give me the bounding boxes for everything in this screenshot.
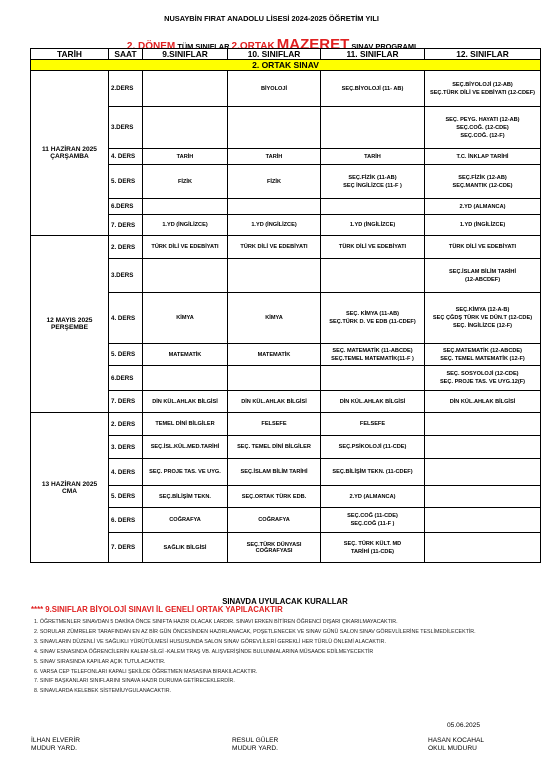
subject-line: SEÇ İNGİLİZCE (11-F ): [343, 182, 402, 189]
col-header-grade-9: 9.SINIFLAR: [143, 49, 228, 60]
ortak-label: 2.ORTAK: [231, 41, 275, 52]
subject-cell-grade-10: SEÇ.İSLAM BİLİM TARİHİ: [228, 459, 321, 486]
rule-item: 6. VARSA CEP TELEFONLARI KAPALI ŞEKİLDE ÖĞRETMEN MASASINA BIRAKILACAKTIR.: [34, 668, 258, 675]
subject-cell-grade-11: [321, 199, 425, 215]
col-header-grade-11: 11. SINIFLAR: [321, 49, 425, 60]
subject-line: SEÇ.COĞ. (12-CDE): [456, 124, 509, 131]
subject-cell-grade-12: [425, 366, 541, 391]
subject-line: SEÇ.TEMEL MATEMATİK(11-F ): [331, 355, 414, 362]
subject-cell-grade-10: SEÇ.TÜRK DÜNYASI COĞRAFYASI: [228, 533, 321, 563]
signatory-role: MUDUR YARD.: [232, 745, 278, 752]
subject-line: TARİHİ (11-CDE): [350, 548, 395, 555]
subject-cell-grade-10: TARİH: [228, 149, 321, 165]
subject-line: SEÇ. TÜRK KÜLT. MD: [343, 540, 402, 547]
rule-item: 5. SINAV SIRASINDA KAPILAR AÇIK TUTULACAKTIR.: [34, 658, 166, 665]
term-label: 2. DÖNEM: [126, 41, 176, 52]
subject-cell-grade-12: [425, 165, 541, 199]
subject-cell-grade-10: [228, 199, 321, 215]
schedule-row: [31, 413, 541, 436]
period-cell: 7. DERS: [109, 533, 143, 563]
subject-line: SEÇ ÇĞDŞ TÜRK VE DÜN.T (12-CDE): [432, 315, 533, 321]
subject-cell-grade-12: [425, 459, 541, 486]
col-header-time: SAAT: [109, 49, 143, 60]
subject-cell-grade-9: SEÇ. PROJE TAS. VE UYG.: [143, 459, 228, 486]
subject-cell-grade-12: [425, 71, 541, 107]
subject-cell-grade-12: [425, 533, 541, 563]
signatory-name: HASAN KOCAHAL: [428, 737, 485, 744]
subject-cell-grade-11: [321, 533, 425, 563]
subject-line: SEÇ.MATEMATİK (12-ABCDE): [442, 347, 523, 354]
subject-line: SEÇ.TÜRK DİLİ VE EDBİYATI (12-CDEF): [429, 89, 536, 96]
subject-cell-grade-9: FİZİK: [143, 165, 228, 199]
subject-cell-grade-12: [425, 344, 541, 366]
subject-cell-grade-10: [228, 107, 321, 149]
signature-block-1: [31, 737, 80, 753]
subject-line: SEÇ. MATEMATİK (11-ABCDE): [332, 347, 413, 354]
signature-block-2: [232, 737, 278, 753]
period-cell: 7. DERS: [109, 215, 143, 236]
period-cell: 6.DERS: [109, 199, 143, 215]
subject-cell-grade-11: TARİH: [321, 149, 425, 165]
period-cell: 3.DERS: [109, 107, 143, 149]
subject-line: (12-ABCDEF): [464, 276, 501, 283]
signatory-name: RESUL GÜLER: [232, 737, 279, 744]
subject-cell-grade-9: KİMYA: [143, 293, 228, 344]
subject-cell-grade-9: COĞRAFYA: [143, 508, 228, 533]
col-header-grade-12: 12. SINIFLAR: [425, 49, 541, 60]
subject-cell-grade-9: MATEMATİK: [143, 344, 228, 366]
subject-cell-grade-11: TÜRK DİLİ VE EDEBİYATI: [321, 236, 425, 259]
subject-cell-grade-10: SEÇ. TEMEL DİNİ BİLGİLER: [228, 436, 321, 459]
subject-cell-grade-10: [228, 366, 321, 391]
subject-cell-grade-9: TEMEL DİNİ BİLGİLER: [143, 413, 228, 436]
period-cell: 3. DERS: [109, 436, 143, 459]
program-label: SINAV PROGRAMI: [351, 42, 417, 51]
date-line: 12 MAYIS 2025: [46, 317, 93, 324]
subject-cell-grade-11: 2.YD (ALMANCA): [321, 486, 425, 508]
subject-cell-grade-12: T.C. İNKLAP TARİHİ: [425, 149, 541, 165]
subject-cell-grade-12: [425, 436, 541, 459]
period-cell: 5. DERS: [109, 344, 143, 366]
rule-item: 4. SINAV ESNASINDA ÖĞRENCİLERİN KALEM-SİLGİ -KALEM TRAŞ VB. ALIŞVERİŞİNDE BULUNMALARINA MÜSAADE EDİLMEYECEKTİR: [34, 648, 374, 655]
subject-cell-grade-12: [425, 107, 541, 149]
subject-cell-grade-11: [321, 508, 425, 533]
col-header-date: TARİH: [31, 49, 109, 60]
subject-cell-grade-12: [425, 508, 541, 533]
subject-cell-grade-9: [143, 366, 228, 391]
period-cell: 4. DERS: [109, 149, 143, 165]
subject-cell-grade-9: [143, 71, 228, 107]
subject-cell-grade-9: TÜRK DİLİ VE EDEBİYATI: [143, 236, 228, 259]
period-cell: 4. DERS: [109, 459, 143, 486]
subject-line: SEÇ.KİMYA (12-A-B): [455, 307, 510, 313]
subject-cell-grade-11: 1.YD (İNGİLİZCE): [321, 215, 425, 236]
subject-cell-grade-9: [143, 259, 228, 293]
subject-line: SEÇ. TEMEL MATEMATİK (12-F): [440, 355, 525, 362]
subject-cell-grade-10: [228, 259, 321, 293]
subject-cell-grade-9: TARİH: [143, 149, 228, 165]
subject-line: SEÇ.MANTIK (12-CDE): [452, 182, 513, 189]
period-cell: 2. DERS: [109, 413, 143, 436]
subject-cell-grade-9: [143, 199, 228, 215]
subject-cell-grade-12: DİN KÜL.AHLAK BİLGİSİ: [425, 391, 541, 413]
subject-cell-grade-10: DİN KÜL.AHLAK BİLGİSİ: [228, 391, 321, 413]
period-cell: 6. DERS: [109, 508, 143, 533]
subject-line: SEÇ. KİMYA (11-AB): [345, 311, 400, 317]
date-line: CMA: [61, 487, 78, 495]
subject-cell-grade-11: SEÇ.BİLİŞİM TEKN. (11-CDEF): [321, 459, 425, 486]
column-header-row: [31, 49, 541, 60]
subject-cell-grade-9: DİN KÜL.AHLAK BİLGİSİ: [143, 391, 228, 413]
subject-line: SEÇ. PROJE TAS. VE UYG.12(F): [439, 379, 526, 385]
subject-line: SEÇ.COĞ (11-F ): [350, 521, 395, 527]
rule-item: 2. SORULAR ZÜMRELER TARAFINDAN EN AZ BİR GÜN ÖNCESİNDEN HAZIRLANACAK, POŞETLENECEK VE SINAV GÜNÜ SALON SINAV GÖREVLİLERİNE TESLİMEDİLECEKTİR.: [34, 628, 476, 635]
subject-cell-grade-9: SAĞLIK BİLGİSİ: [143, 533, 228, 563]
subject-cell-grade-9: SEÇ.İSL.KÜL.MED.TARİHİ: [143, 436, 228, 459]
subject-cell-grade-12: [425, 293, 541, 344]
schedule-row: [31, 71, 541, 107]
subject-cell-grade-11: SEÇ.PSİKOLOJİ (11-CDE): [321, 436, 425, 459]
banner-row: [31, 60, 541, 71]
subject-cell-grade-11: [321, 107, 425, 149]
date-line: 11 HAZİRAN 2025: [42, 146, 97, 153]
subject-line: SEÇ. SOSYOLOJİ (12-CDE): [446, 371, 519, 377]
date-line: PERŞEMBE: [50, 324, 88, 331]
subject-line: SEÇ.COĞ (11-CDE): [347, 513, 398, 519]
period-cell: 2. DERS: [109, 236, 143, 259]
school-title: NUSAYBİN FIRAT ANADOLU LİSESİ 2024-2025 ÖĞRETİM YILI: [164, 14, 379, 23]
signatory-role: MUDUR YARD.: [31, 745, 77, 752]
ortak-sinav-banner: 2. ORTAK SINAV: [31, 60, 541, 71]
subject-line: SEÇ.COĞ. (12-F): [460, 132, 505, 139]
subject-cell-grade-11: [321, 259, 425, 293]
rule-item: 3. SINAVLARIN DÜZENLİ VE SAĞLIKLI YÜRÜTÜLMESİ HUSUSUNDA SALON SINAV GÖREVLİLERİ GEREKLİ HER TÜRLÜ ÖNLEMİ ALACAKTIR.: [34, 638, 386, 645]
subject-cell-grade-11: SEÇ.BİYOLOJİ (11- AB): [321, 71, 425, 107]
subject-cell-grade-11: [321, 366, 425, 391]
subject-cell-grade-10: COĞRAFYA: [228, 508, 321, 533]
subject-line: SEÇ.FİZİK (12-AB): [458, 174, 507, 181]
schedule-table: [30, 48, 541, 563]
subject-line: SEÇ. PEYG. HAYATI (12-AB): [445, 116, 520, 123]
exam-date-cell: [31, 236, 109, 413]
rule-item: 7. SINIF BAŞKANLARI SINIFLARINI SINAVA HAZIR DURUMA GETİRECEKLERDİR.: [34, 678, 235, 685]
subject-cell-grade-12: [425, 259, 541, 293]
signature-block-3: [428, 737, 484, 753]
period-cell: 5. DERS: [109, 486, 143, 508]
period-cell: 4. DERS: [109, 293, 143, 344]
subject-cell-grade-10: BİYOLOJİ: [228, 71, 321, 107]
exam-date-cell: [31, 71, 109, 236]
period-cell: 5. DERS: [109, 165, 143, 199]
mazeret-label: MAZERET: [276, 36, 350, 53]
signatory-name: İLHAN ELVERİR: [31, 737, 80, 744]
subject-cell-grade-9: 1.YD (İNGİLİZCE): [143, 215, 228, 236]
period-cell: 6.DERS: [109, 366, 143, 391]
col-header-grade-10: 10. SINIFLAR: [228, 49, 321, 60]
subject-cell-grade-10: FELSEFE: [228, 413, 321, 436]
rule-item: 8. SINAVLARDA KELEBEK SİSTEMİUYGULANACAKTIR.: [34, 688, 172, 695]
subject-cell-grade-11: DİN KÜL.AHLAK BİLGİSİ: [321, 391, 425, 413]
subject-cell-grade-11: FELSEFE: [321, 413, 425, 436]
subject-line: SEÇ.İSLAM BİLİM TARİHİ: [448, 268, 517, 275]
subject-line: SEÇ.BİYOLOJİ (12-AB): [452, 81, 513, 88]
all-classes-label: TÜM SINIFLAR: [177, 42, 230, 51]
subject-cell-grade-12: 1.YD (İNGİLİZCE): [425, 215, 541, 236]
subject-cell-grade-10: 1.YD (İNGİLİZCE): [228, 215, 321, 236]
period-cell: 3.DERS: [109, 259, 143, 293]
date-line: ÇARŞAMBA: [50, 153, 89, 160]
subject-cell-grade-11: [321, 344, 425, 366]
subject-line: SEÇ.FİZİK (11-AB): [348, 174, 397, 181]
subject-cell-grade-12: TÜRK DİLİ VE EDEBİYATI: [425, 236, 541, 259]
subject-line: SEÇ.TÜRK D. VE EDB (11-CDEF): [329, 319, 416, 325]
exam-date-cell: [31, 413, 109, 563]
document-date: 05.06.2025: [447, 722, 481, 729]
subject-cell-grade-10: SEÇ.ORTAK TÜRK EDB.: [228, 486, 321, 508]
schedule-row: [31, 236, 541, 259]
rules-title: SINAVDA UYULACAK KURALLAR: [222, 597, 348, 606]
rules-list: [34, 619, 539, 698]
subject-cell-grade-9: [143, 107, 228, 149]
rules-notice: **** 9.SINIFLAR BİYOLOJİ SINAVI İL GENELİ ORTAK YAPILACAKTIR: [31, 605, 283, 614]
signatory-role: OKUL MUDURU: [428, 745, 477, 752]
subject-cell-grade-10: TÜRK DİLİ VE EDEBİYATI: [228, 236, 321, 259]
subject-cell-grade-10: FİZİK: [228, 165, 321, 199]
rule-item: 1. ÖĞRETMENLER SINAVDAN 5 DAKİKA ÖNCE SINIFTA HAZIR OLACAK LARDIR. SINAVI ERKEN BİTİREN ÖĞRENCİ DIŞARI ÇIKARILMAYACAKTIR.: [34, 619, 398, 625]
subject-cell-grade-10: KİMYA: [228, 293, 321, 344]
subject-cell-grade-11: [321, 165, 425, 199]
subject-cell-grade-9: SEÇ.BİLİŞİM TEKN.: [143, 486, 228, 508]
period-cell: 2.DERS: [109, 71, 143, 107]
subject-cell-grade-11: [321, 293, 425, 344]
subject-cell-grade-12: [425, 413, 541, 436]
period-cell: 7. DERS: [109, 391, 143, 413]
subject-cell-grade-10: MATEMATİK: [228, 344, 321, 366]
subject-line: SEÇ. İNGİLİZCE (12-F): [452, 323, 513, 329]
subject-cell-grade-12: 2.YD (ALMANCA): [425, 199, 541, 215]
date-line: 13 HAZİRAN 2025: [41, 480, 98, 488]
subject-cell-grade-12: [425, 486, 541, 508]
